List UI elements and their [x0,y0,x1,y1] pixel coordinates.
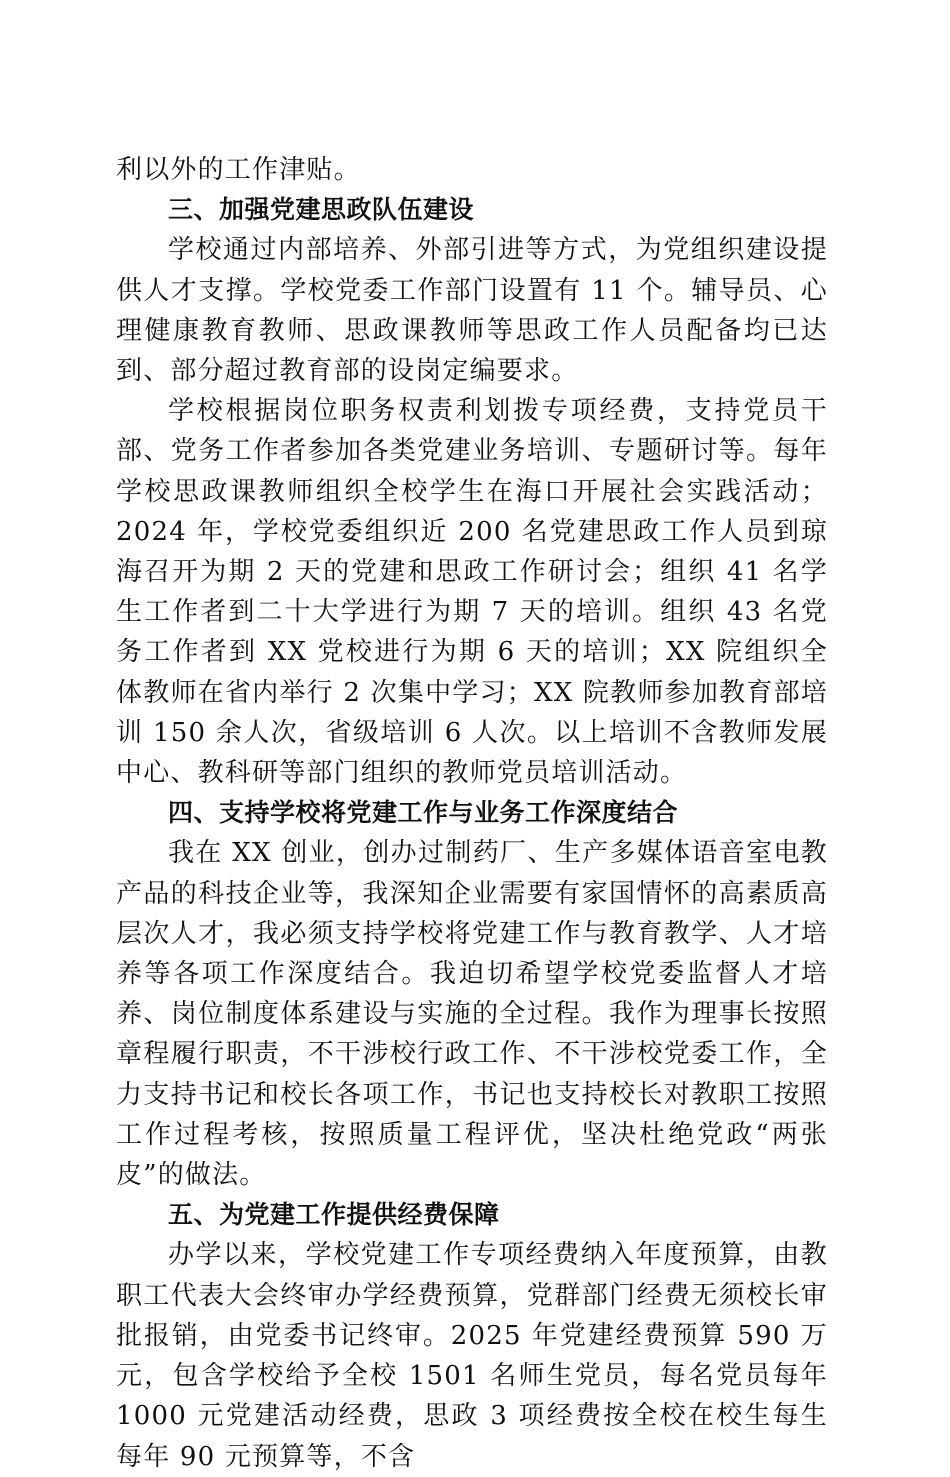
section-heading-3: 三、加强党建思政队伍建设 [168,195,475,225]
paragraph-5: 办学以来，学校党建工作专项经费纳入年度预算，由教职工代表大会终审办学经费预算，党群部门经费无须校长审批报销，由党委书记终审。2025 年党建经费预算 590 万元，包含学校给予全校 1501 名师生党员，每名党员每年 1000 元党建活动经费，思政 3 项经费按全校在校生每生每年 90 元预算等，不含 [116,1240,828,1472]
paragraph-3a: 学校通过内部培养、外部引进等方式，为党组织建设提供人才支撑。学校党委工作部门设置有 11 个。辅导员、心理健康教育教师、思政课教师等思政工作人员配备均已达到、部分超过教育部的设岗定编要求。 [116,235,828,387]
paragraph-3b: 学校根据岗位职务权责利划拨专项经费，支持党员干部、党务工作者参加各类党建业务培训、专题研讨等。每年学校思政课教师组织全校学生在海口开展社会实践活动；2024 年，学校党委组织近 200 名党建思政工作人员到琼海召开为期 2 天的党建和思政工作研讨会；组织 41 名学生工作者到二十大学进行为期 7 天的培训。组织 43 名党务工作者到 XX 党校进行为期 6 天的培训；XX 院组织全体教师在省内举行 2 次集中学习；XX 院教师参加教育部培训 150 余人次，省级培训 6 人次。以上培训不含教师发展中心、教科研等部门组织的教师党员培训活动。 [116,396,828,789]
document-page [116,150,828,1477]
paragraph-4: 我在 XX 创业，创办过制药厂、生产多媒体语音室电教产品的科技企业等，我深知企业需要有家国情怀的高素质高层次人才，我必须支持学校将党建工作与教育教学、人才培养等各项工作深度结合。我迫切希望学校党委监督人才培养、岗位制度体系建设与实施的全过程。我作为理事长按照章程履行职责，不干涉校行政工作、不干涉校党委工作，全力支持书记和校长各项工作，书记也支持校长对教职工按照工作过程考核，按照质量工程评优，坚决杜绝党政“两张皮”的做法。 [116,838,828,1191]
paragraph-continuation: 利以外的工作津贴。 [116,155,361,185]
section-heading-5: 五、为党建工作提供经费保障 [168,1200,500,1230]
section-heading-4: 四、支持学校将党建工作与业务工作深度结合 [168,798,679,828]
